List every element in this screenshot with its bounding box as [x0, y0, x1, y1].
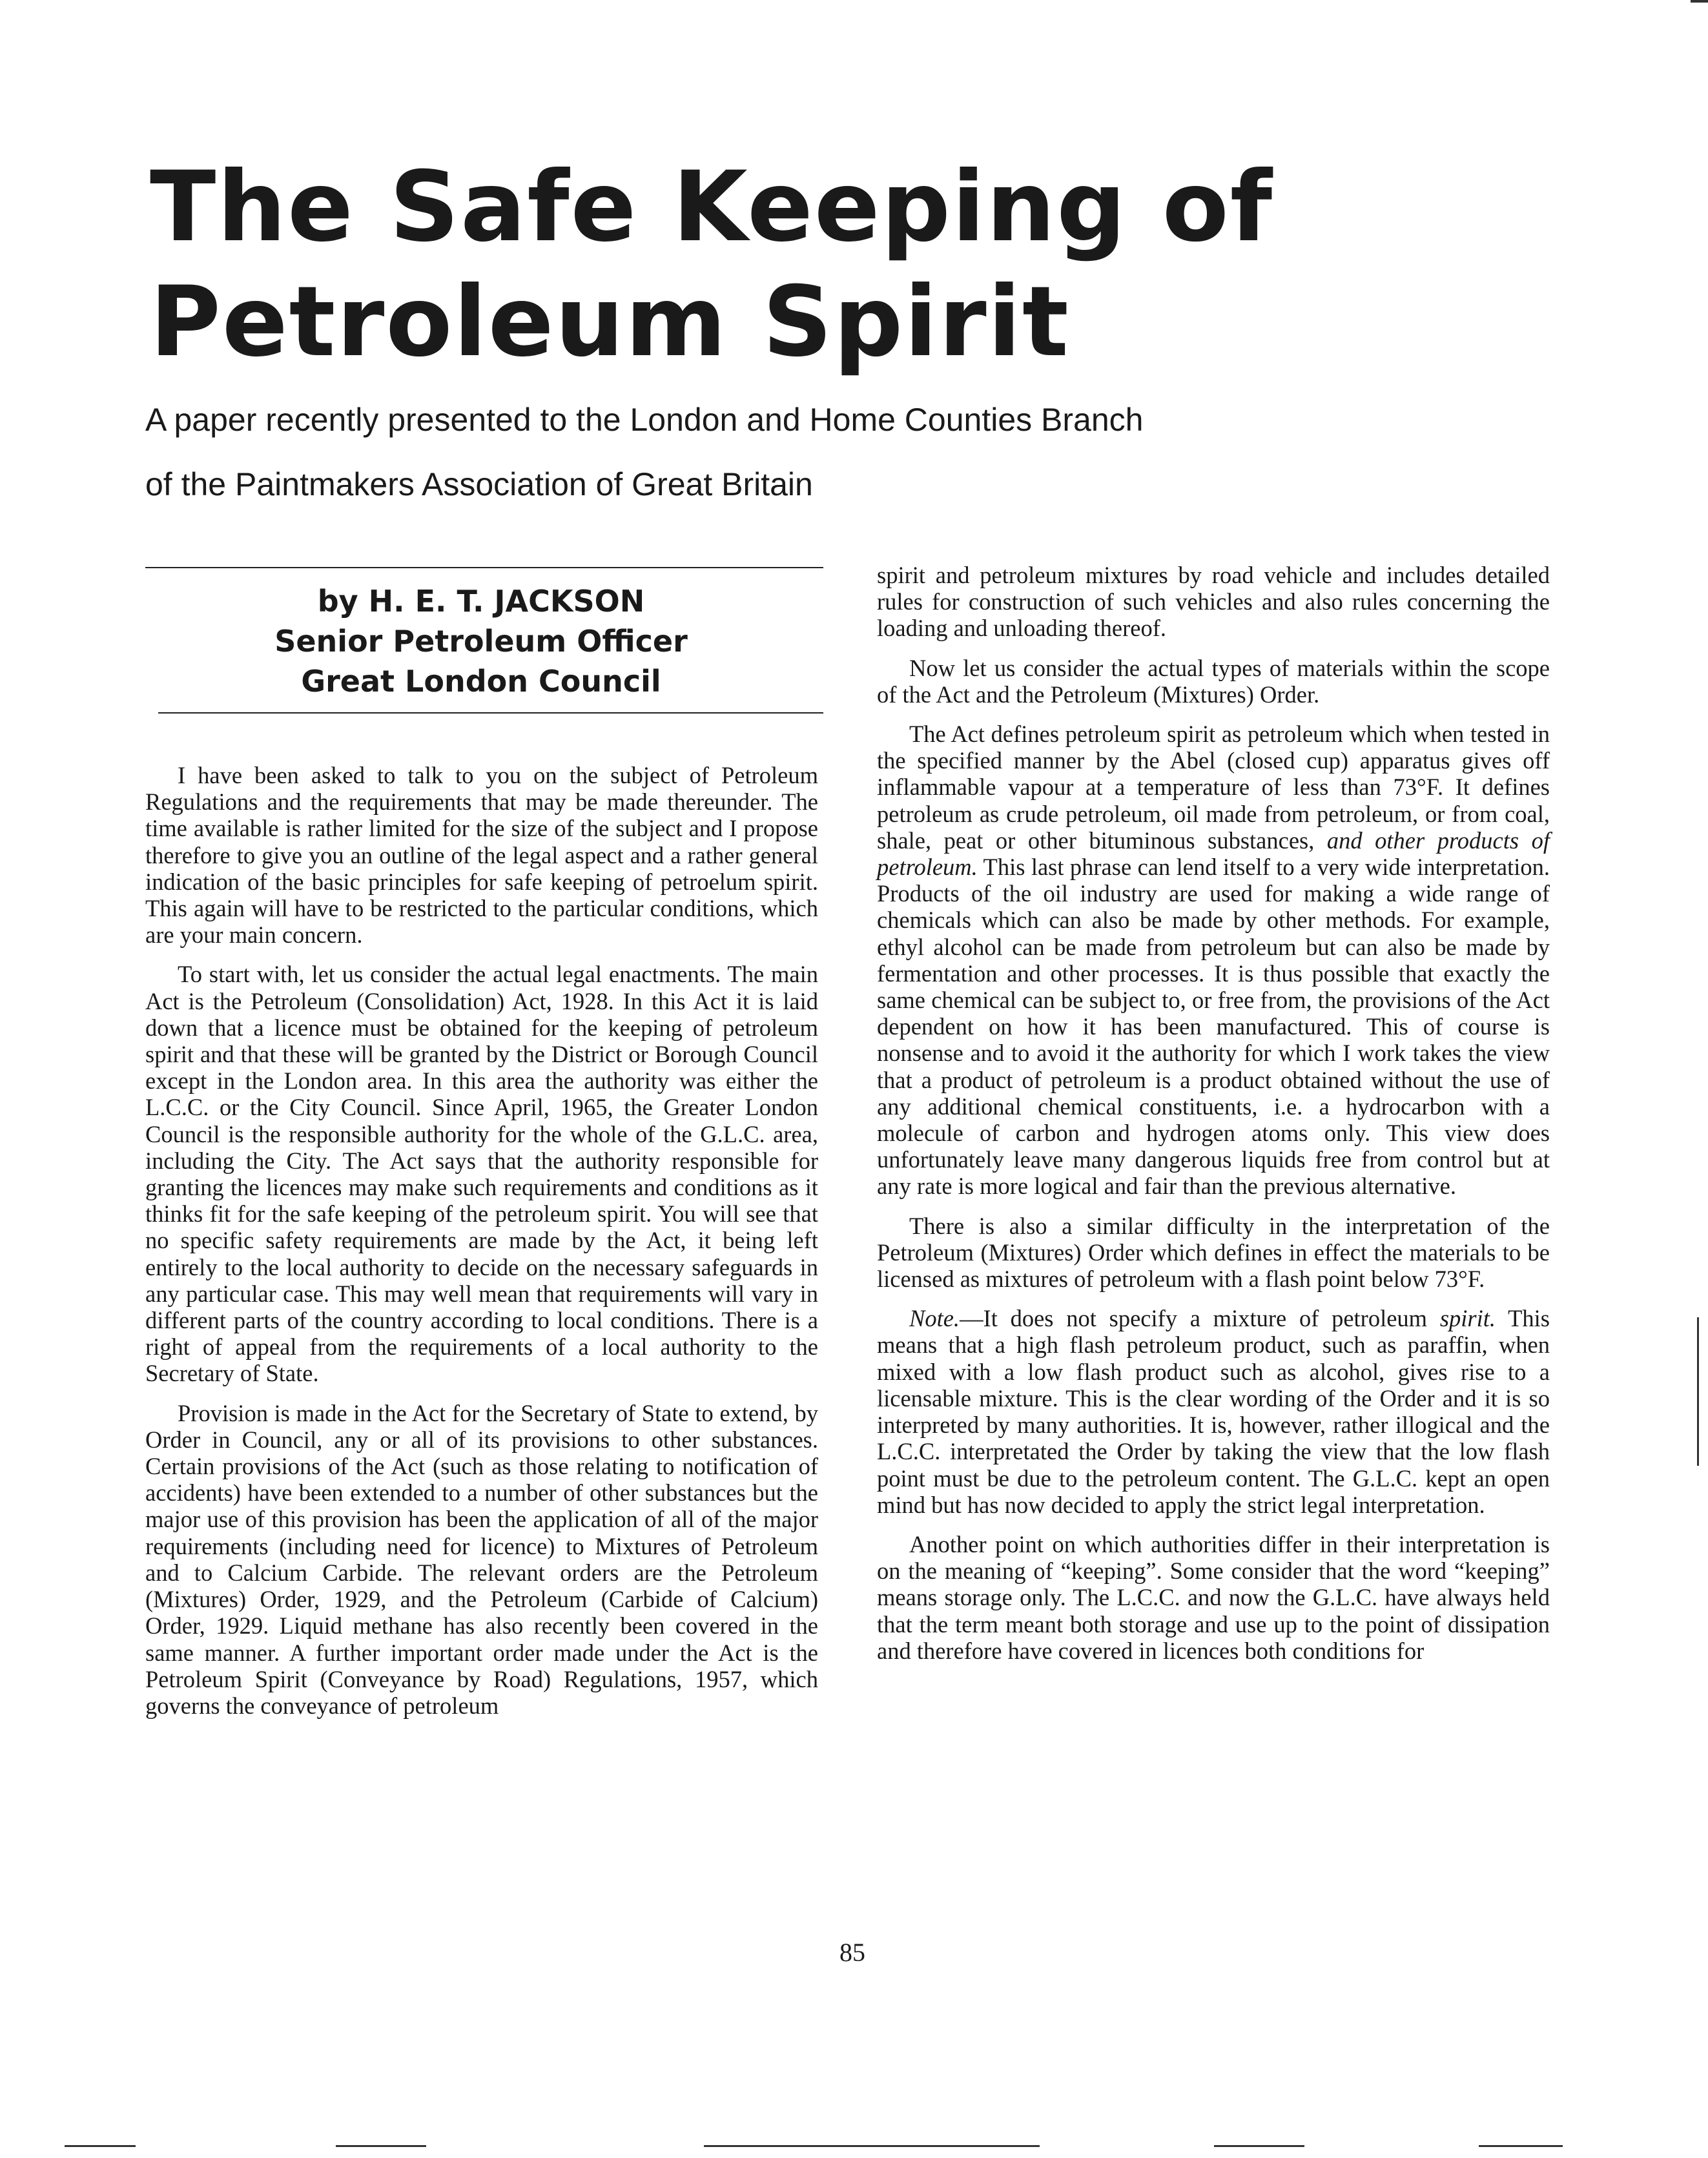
paragraph-continuation: spirit and petroleum mixtures by road vehicle and includes detailed rules for construction of such vehicles and also rules concerning the loading and unloading thereof. — [877, 562, 1550, 642]
paragraph: I have been asked to talk to you on the subject of Petroleum Regulations and the requirements that may be made thereunder. The time available is rather limited for the size of the subject and I propose therefore to give you an outline of the legal aspect and a rather general indication of the basic principles for safe keeping of petroelum spirit. This again will have to be restricted to the particular conditions, which are your main concern. — [145, 762, 818, 949]
author-role: Senior Petroleum Officer — [274, 624, 688, 659]
article-title — [150, 150, 1570, 380]
emphasis: spirit. — [1439, 1305, 1496, 1332]
crop-mark — [336, 2145, 426, 2147]
author-organisation: Great London Council — [301, 664, 661, 699]
byline-bottom-rule — [158, 712, 823, 714]
crop-mark — [1691, 0, 1708, 3]
title-line-2: Petroleum Spirit — [150, 266, 1070, 378]
crop-mark — [1479, 2145, 1563, 2147]
crop-mark — [1214, 2145, 1304, 2147]
author-byline — [145, 581, 817, 701]
author-name: by H. E. T. JACKSON — [317, 584, 645, 619]
paragraph: Another point on which authorities differ in their interpretation is on the meaning of “keeping”. Some consider that the word “keeping” means storage only. The L.C.C. and now the G.L.C. have always held that the term meant both storage and use up to the point of dissipation and therefore have covered in licences both conditions for — [877, 1530, 1550, 1664]
paragraph-text: This means that a high flash petroleum product, such as paraffin, when mixed with a low flash product such as alcohol, gives rise to a licensable mixture. This is the clear wording of the Order and it is so interpreted by many authorities. It is, however, rather illogical and the L.C.C. interpretated the Order by taking the view that the low flash point must be due to the petroleum content. The G.L.C. kept an open mind but has now decided to apply the strict legal interpretation. — [877, 1305, 1550, 1518]
page-number: 85 — [839, 1938, 865, 1967]
left-column — [145, 762, 818, 1732]
byline-top-rule — [145, 567, 823, 568]
subtitle-line-1: A paper recently presented to the London and Home Counties Branch — [145, 402, 1144, 438]
paragraph-text: The Act defines petroleum spirit as petroleum which when tested in the specified manner by the Abel (closed cup) apparatus gives off inflammable vapour at a temperature of less than 73°F. It defines petroleum as crude petroleum, oil made from petroleum, or from coal, shale, peat or other bituminous substances, — [877, 721, 1550, 854]
paragraph: Provision is made in the Act for the Secretary of State to extend, by Order in Council, any or all of its provisions to other substances. Certain provisions of the Act (such as those relating to notification of accidents) have been extended to a number of other substances but the major use of this provision has been the application of all of the major requirements (including need for licence) to Mixtures of Petroleum and to Calcium Carbide. The relevant orders are the Petroleum (Mixtures) Order, 1929, and the Petroleum (Carbide of Calcium) Order, 1929. Liquid methane has also recently been covered in the same manner. A further important order made under the Act is the Petroleum Spirit (Conveyance by Road) Regulations, 1957, which governs the conveyance of petroleum — [145, 1399, 818, 1719]
crop-mark — [704, 2145, 1040, 2147]
paragraph: Now let us consider the actual types of materials within the scope of the Act and the Petroleum (Mixtures) Order. — [877, 654, 1550, 708]
paragraph-text: This last phrase can lend itself to a very wide interpretation. Products of the oil industry are used for making a wide range of chemicals which can also be made by other methods. For example, ethyl alcohol can be made from petroleum but can also be made by fermentation and other processes. It is thus possible that exactly the same chemical can be subject to, or free from, the provisions of the Act dependent on how it has been manufactured. This of course is nonsense and to avoid it the authority for which I work takes the view that a product of petroleum is a product obtained without the use of any additional chemical constituents, i.e. a hydrocarbon with a molecule of carbon and hydrogen atoms only. This view does unfortunately leave many dangerous liquids free from control but at any rate is more logical and fair than the previous alternative. — [877, 854, 1550, 1200]
emphasis: and other products of petroleum. — [877, 827, 1550, 881]
note-label: Note. — [909, 1305, 960, 1332]
title-line-1: The Safe Keeping of — [150, 151, 1274, 263]
right-column — [877, 562, 1550, 1677]
paragraph — [877, 721, 1550, 1200]
paragraph-text: —It does not specify a mixture of petroleum — [960, 1305, 1440, 1332]
paragraph — [877, 1305, 1550, 1518]
paragraph: To start with, let us consider the actual legal enactments. The main Act is the Petroleum (Consolidation) Act, 1928. In this Act it is laid down that a licence must be obtained for the keeping of petroleum spirit and that these will be granted by the District or Borough Council except in the London area. In this area the authority was either the L.C.C. or the City Council. Since April, 1965, the Greater London Council is the responsible authority for the whole of the G.L.C. area, including the City. The Act says that the authority responsible for granting the licences may make such requirements and conditions as it thinks fit for the safe keeping of the petroleum spirit. You will see that no specific safety requirements are made by the Act, it being left entirely to the local authority to decide on the necessary safeguards in any particular case. This may well mean that requirements will vary in different parts of the country according to local conditions. There is a right of appeal from the requirements of a local authority to the Secretary of State. — [145, 961, 818, 1387]
scan-edge-mark — [1697, 1317, 1699, 1466]
paragraph: There is also a similar difficulty in the interpretation of the Petroleum (Mixtures) Order which defines in effect the materials to be licensed as mixtures of petroleum with a flash point below 73°F. — [877, 1212, 1550, 1293]
subtitle-line-2: of the Paintmakers Association of Great Britain — [145, 466, 813, 502]
article-subtitle — [145, 387, 1566, 517]
crop-mark — [65, 2145, 136, 2147]
